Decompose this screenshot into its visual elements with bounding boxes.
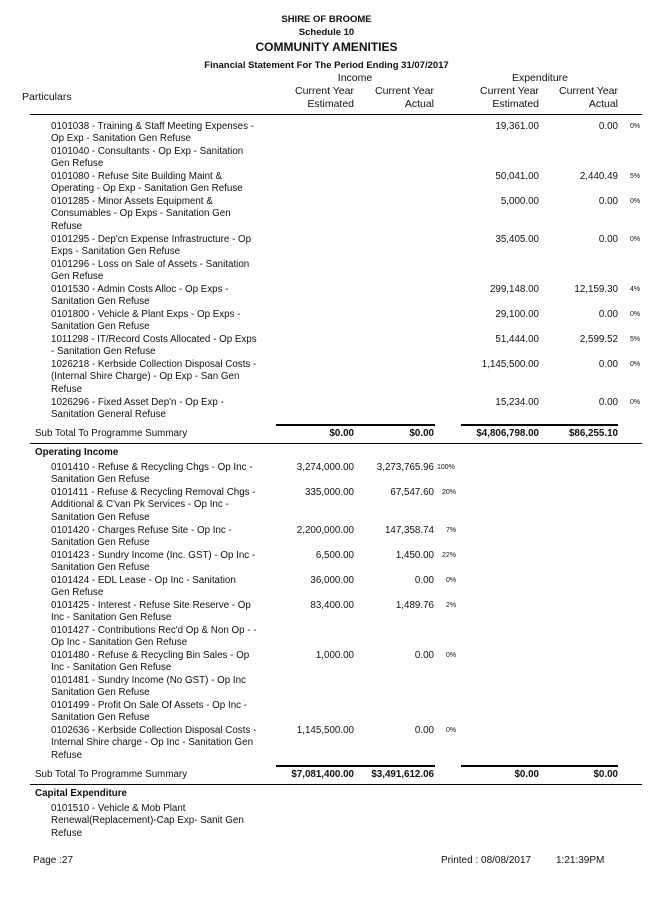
exp-estimated-value: 50,041.00 [495, 171, 539, 182]
table-row-desc: 0101410 - Refuse & Recycling Chgs - Op Inc - Sanitation Gen Refuse [51, 462, 253, 486]
income-actual-line2: Actual [404, 98, 434, 110]
schedule-label: Schedule 10 [298, 27, 355, 38]
section-heading-operating-income: Operating Income [35, 447, 119, 458]
exp-estimated-value: 29,100.00 [495, 309, 539, 320]
subtotal-income-actual: $0.00 [409, 428, 434, 439]
page-number: Page :27 [33, 855, 74, 866]
exp-actual-value: 0.00 [598, 234, 618, 245]
table-row-desc: 0101510 - Vehicle & Mob Plant Renewal(Replacement)-Cap Exp- Sanit Gen Refuse [51, 803, 244, 839]
exp-actual-value: 0.00 [598, 121, 618, 132]
income-actual-value: 1,450.00 [395, 550, 434, 561]
subtotal-rule-expense [461, 765, 618, 767]
exp-estimated-value: 299,148.00 [489, 284, 539, 295]
income-estimated-value: 3,274,000.00 [296, 462, 354, 473]
table-row-desc: 0101427 - Contributions Rec'd Op & Non Op - - Op Inc - Sanitation Gen Refuse [51, 625, 257, 649]
exp-percent: 5% [630, 173, 641, 180]
income-actual-value: 0.00 [414, 725, 434, 736]
income-estimated-value: 1,145,500.00 [296, 725, 354, 736]
income-estimated-line2: Estimated [307, 98, 354, 110]
exp-percent: 5% [630, 336, 641, 343]
expenditure-header: Expenditure [511, 72, 569, 84]
table-row-desc: 0101420 - Charges Refuse Site - Op Inc - Sanitation Gen Refuse [51, 525, 232, 549]
table-row-desc: 0101480 - Refuse & Recycling Bin Sales - Op Inc - Sanitation Gen Refuse [51, 650, 250, 674]
exp-actual-value: 0.00 [598, 309, 618, 320]
exp-estimated-value: 1,145,500.00 [481, 359, 539, 370]
table-row-desc: 0101411 - Refuse & Recycling Removal Chgs - Additional & C'van Pk Services - Op Inc - Sanitation Gen Refuse [51, 487, 256, 523]
exp-estimated-line2: Estimated [492, 98, 539, 110]
printed-time: 1:21:39PM [556, 855, 605, 866]
income-actual-value: 0.00 [414, 575, 434, 586]
subtotal-income-actual: $3,491,612.06 [371, 769, 434, 780]
exp-percent: 0% [630, 311, 641, 318]
subtotal-label: Sub Total To Programme Summary [35, 769, 188, 780]
subtotal-exp-actual: $0.00 [593, 769, 618, 780]
particulars-header: Particulars [22, 91, 72, 103]
income-actual-value: 1,489.76 [395, 600, 434, 611]
exp-actual-value: 2,440.49 [579, 171, 618, 182]
table-row-desc: 0101499 - Profit On Sale Of Assets - Op Inc - Sanitation Gen Refuse [51, 700, 248, 724]
exp-estimated-value: 5,000.00 [500, 196, 539, 207]
table-row-desc: 0101040 - Consultants - Op Exp - Sanitation Gen Refuse [51, 146, 244, 170]
subtotal-label: Sub Total To Programme Summary [35, 428, 188, 439]
income-actual-line1: Current Year [375, 85, 434, 97]
page-title: COMMUNITY AMENITIES [255, 40, 398, 54]
table-row-desc: 0101038 - Training & Staff Meeting Expenses - Op Exp - Sanitation Gen Refuse [51, 121, 254, 145]
exp-actual-line2: Actual [588, 98, 618, 110]
exp-percent: 0% [630, 399, 641, 406]
income-actual-value: 147,358.74 [384, 525, 434, 536]
income-actual-value: 3,273,765.96 [376, 462, 434, 473]
table-row-desc: 1026218 - Kerbside Collection Disposal Costs - (Internal Shire Charge) - Op Exp - San Gen Refuse [51, 359, 257, 395]
exp-percent: 4% [630, 286, 641, 293]
table-row-desc: 0101423 - Sundry Income (Inc. GST) - Op Inc - Sanitation Gen Refuse [51, 550, 256, 574]
section-heading-capital-expenditure: Capital Expenditure [35, 788, 127, 799]
table-row-desc: 0101424 - EDL Lease - Op Inc - Sanitation Gen Refuse [51, 575, 236, 599]
section-rule [30, 443, 642, 444]
income-percent: 0% [446, 577, 457, 584]
income-percent: 2% [446, 602, 457, 609]
exp-actual-line1: Current Year [559, 85, 618, 97]
table-row-desc: 0101425 - Interest - Refuse Site Reserve - Op Inc - Sanitation Gen Refuse [51, 600, 251, 624]
income-header: Income [337, 72, 373, 84]
exp-actual-value: 0.00 [598, 359, 618, 370]
table-row-desc: 0101800 - Vehicle & Plant Exps - Op Exps - Sanitation Gen Refuse [51, 309, 241, 333]
exp-actual-value: 0.00 [598, 196, 618, 207]
table-row-desc: 0101296 - Loss on Sale of Assets - Sanitation Gen Refuse [51, 259, 250, 283]
subtotal-rule-income [276, 424, 435, 426]
income-actual-value: 67,547.60 [390, 487, 434, 498]
table-row-desc: 1026296 - Fixed Asset Dep'n - Op Exp - Sanitation General Refuse [51, 397, 224, 421]
exp-actual-value: 2,599.52 [579, 334, 618, 345]
income-percent: 7% [446, 527, 457, 534]
printed-date: Printed : 08/08/2017 [441, 855, 532, 866]
exp-estimated-value: 51,444.00 [495, 334, 539, 345]
income-estimated-line1: Current Year [295, 85, 354, 97]
table-row-desc: 1011298 - IT/Record Costs Allocated - Op Exps - Sanitation Gen Refuse [51, 334, 257, 358]
exp-estimated-value: 19,361.00 [495, 121, 539, 132]
exp-percent: 0% [630, 361, 641, 368]
table-row-desc: 0101295 - Dep'cn Expense Infrastructure - Op Exps - Sanitation Gen Refuse [51, 234, 252, 258]
exp-estimated-line1: Current Year [480, 85, 539, 97]
exp-percent: 0% [630, 198, 641, 205]
income-estimated-value: 1,000.00 [315, 650, 354, 661]
income-percent: 0% [446, 727, 457, 734]
header-rule [30, 114, 642, 115]
exp-estimated-value: 35,405.00 [495, 234, 539, 245]
exp-estimated-value: 15,234.00 [495, 397, 539, 408]
income-estimated-value: 6,500.00 [315, 550, 354, 561]
income-percent: 0% [446, 652, 457, 659]
table-row-desc: 0101080 - Refuse Site Building Maint & Operating - Op Exp - Sanitation Gen Refuse [51, 171, 243, 195]
income-percent: 100% [437, 464, 455, 471]
table-row-desc: 0101285 - Minor Assets Equipment & Consumables - Op Exps - Sanitation Gen Refuse [51, 196, 231, 232]
table-row-desc: 0101530 - Admin Costs Alloc - Op Exps - Sanitation Gen Refuse [51, 284, 229, 308]
income-estimated-value: 2,200,000.00 [296, 525, 354, 536]
subtotal-exp-estimated: $0.00 [514, 769, 539, 780]
income-estimated-value: 36,000.00 [310, 575, 354, 586]
exp-actual-value: 0.00 [598, 397, 618, 408]
org-name: SHIRE OF BROOME [281, 14, 372, 25]
subtotal-exp-estimated: $4,806,798.00 [476, 428, 539, 439]
income-estimated-value: 335,000.00 [304, 487, 354, 498]
page-subtitle: Financial Statement For The Period Ending 31/07/2017 [204, 60, 449, 71]
exp-actual-value: 12,159.30 [574, 284, 618, 295]
table-row-desc: 0102636 - Kerbside Collection Disposal Costs - Internal Shire charge - Op Inc - Sanitation Gen Refuse [51, 725, 257, 761]
subtotal-rule-expense [461, 424, 618, 426]
subtotal-rule-income [276, 765, 435, 767]
income-estimated-value: 83,400.00 [310, 600, 354, 611]
subtotal-income-estimated: $0.00 [329, 428, 354, 439]
subtotal-exp-actual: $86,255.10 [568, 428, 618, 439]
income-actual-value: 0.00 [414, 650, 434, 661]
exp-percent: 0% [630, 123, 641, 130]
section-rule [30, 784, 642, 785]
income-percent: 22% [442, 552, 457, 559]
income-percent: 20% [442, 489, 457, 496]
subtotal-income-estimated: $7,081,400.00 [291, 769, 354, 780]
exp-percent: 0% [630, 236, 641, 243]
table-row-desc: 0101481 - Sundry Income (No GST) - Op Inc Sanitation Gen Refuse [51, 675, 246, 699]
